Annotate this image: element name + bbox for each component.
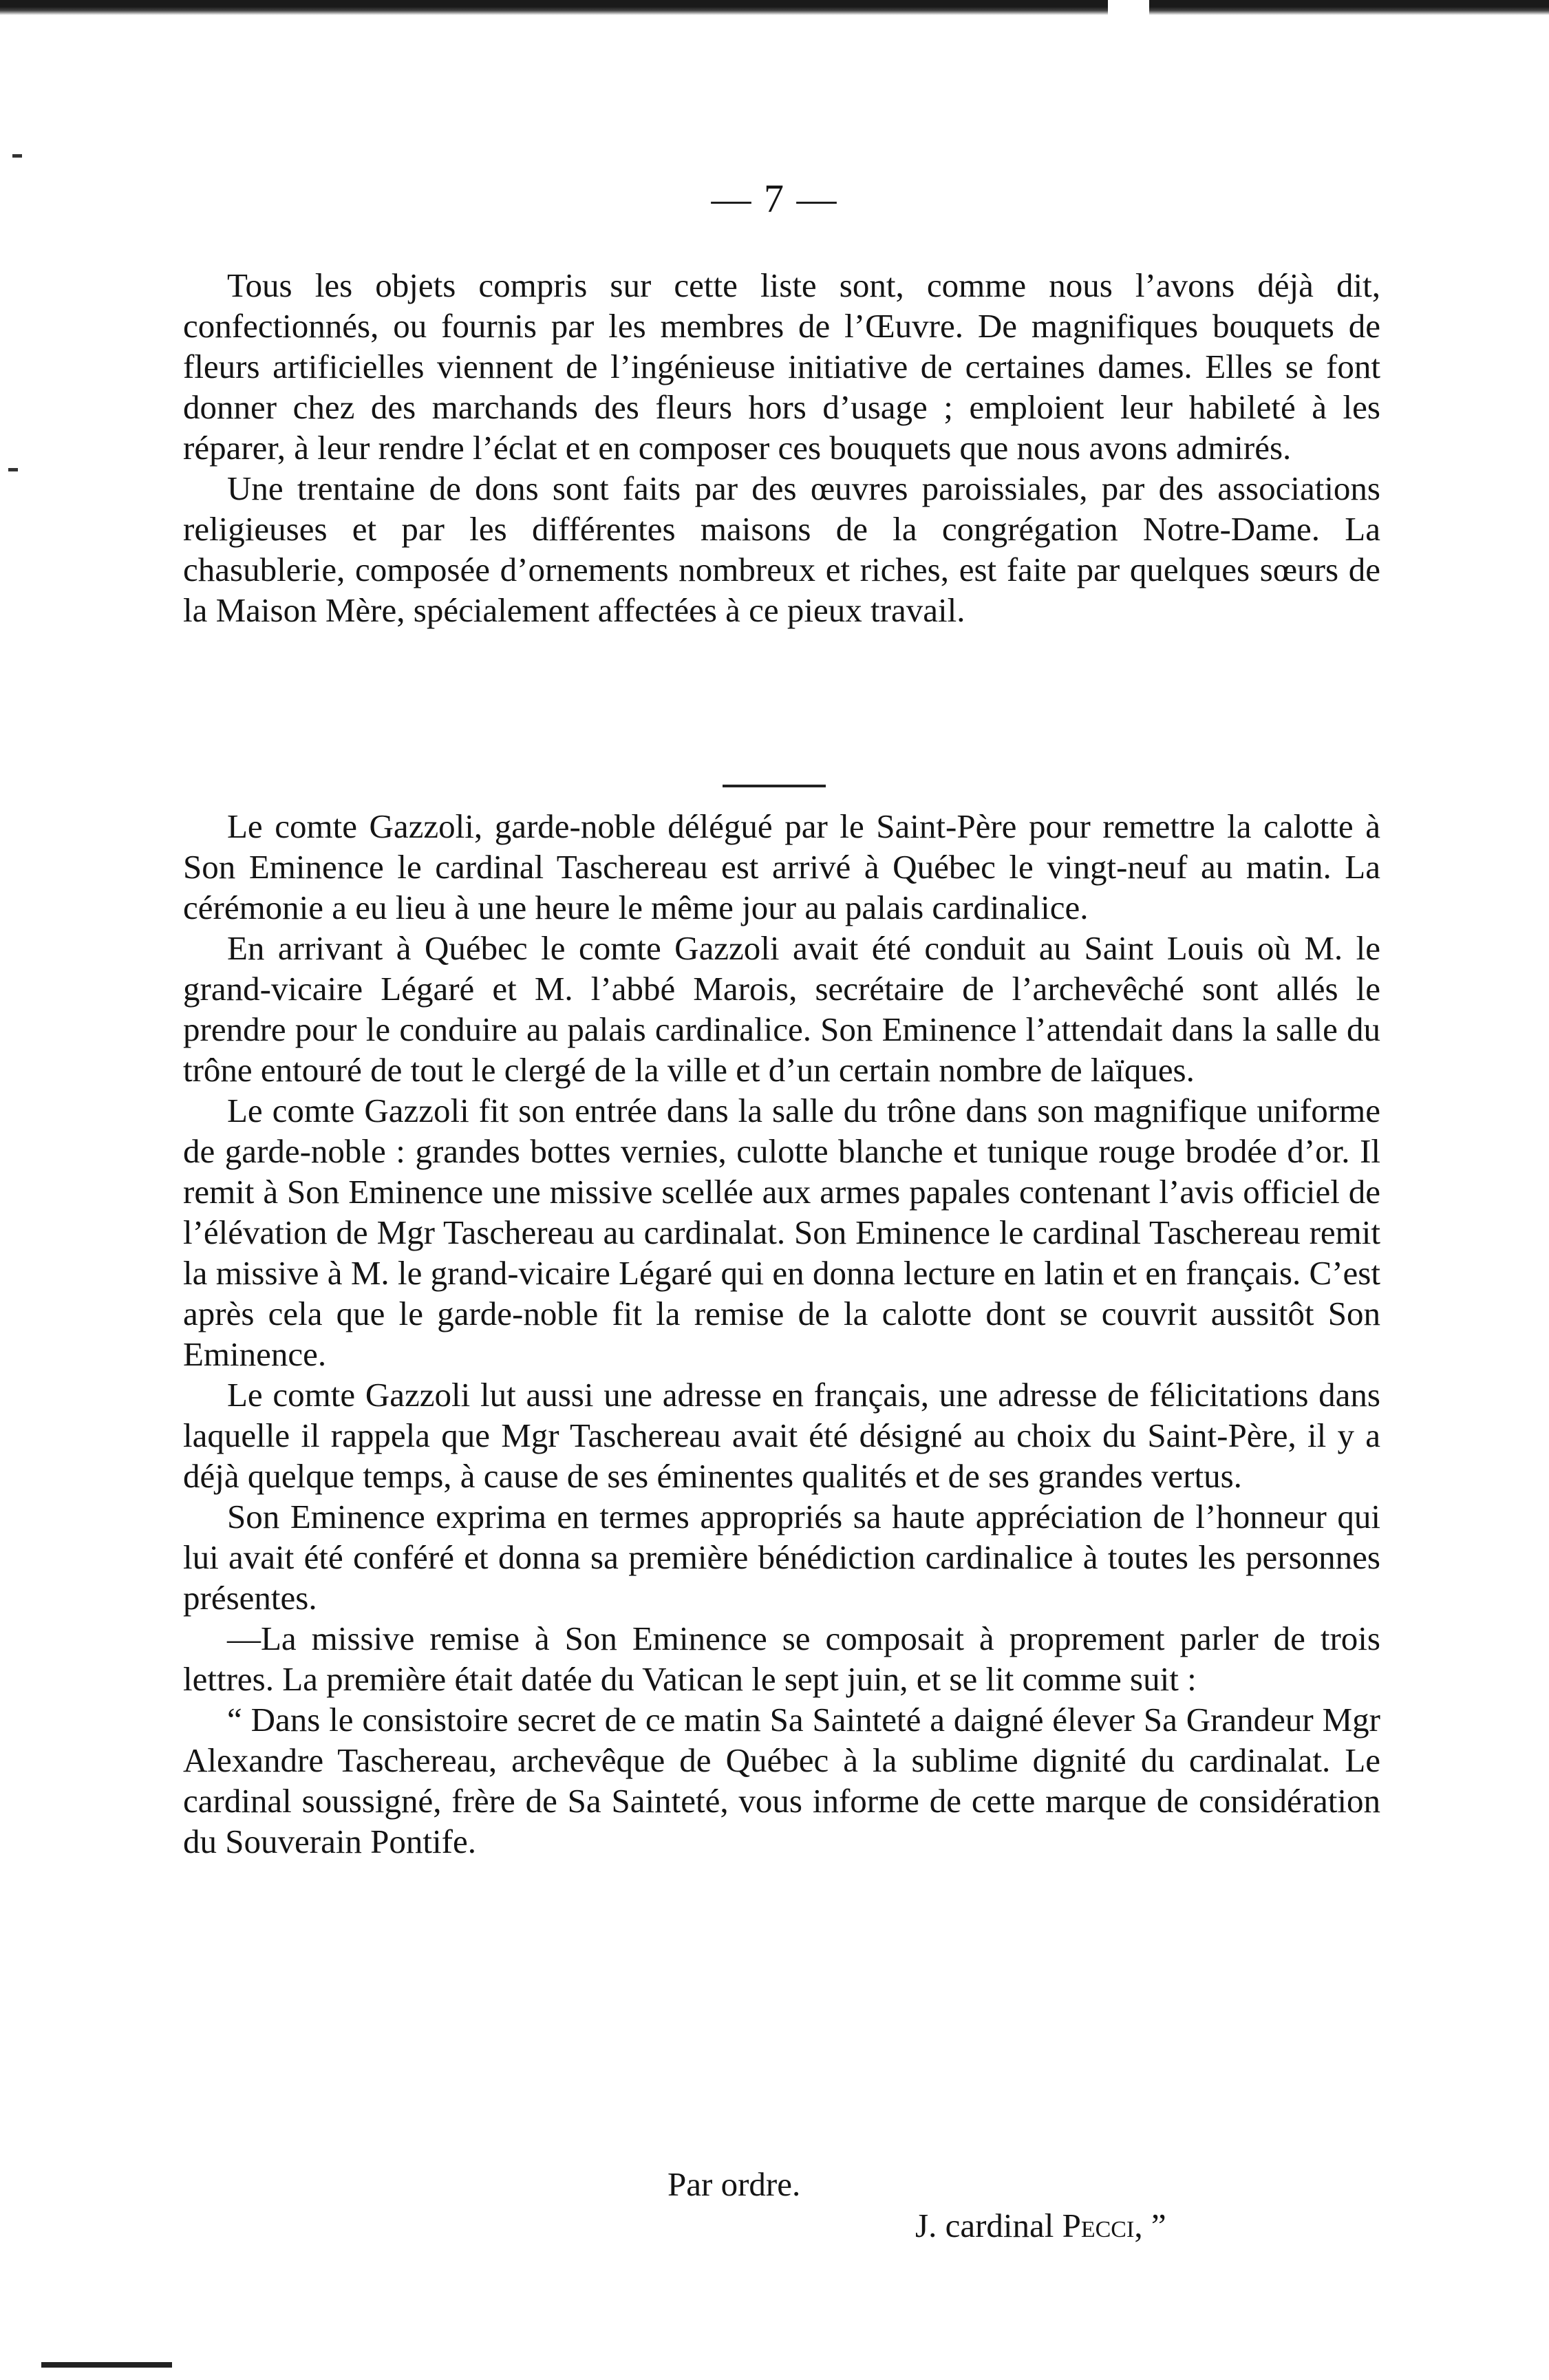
top-edge-gap (1108, 0, 1149, 15)
paragraph: Une trentaine de dons sont faits par des œuvres paroissiales, par des associations religieuses et par les différentes maisons de la congrégation Notre-Dame. La chasublerie, composée d’ornements nombreux et riches, est faite par quelques sœurs de la Maison Mère, spécialement affectées à ce pieux travail. (183, 469, 1380, 629)
paragraph: En arrivant à Québec le comte Gazzoli avait été conduit au Saint Louis où M. le grand-vicaire Légaré et M. l’abbé Marois, secrétaire de l’archevêché sont allés le prendre pour le conduire au palais cardinalice. Son Eminence l’attendait dans la salle du trône entouré de tout le clergé de la ville et d’un certain nombre de laïques. (183, 929, 1380, 1089)
top-edge-rule (0, 0, 1549, 15)
signature-surname: Pecci (1062, 2207, 1135, 2244)
page-number: — 7 — (711, 176, 838, 221)
paragraph: —La missive remise à Son Eminence se composait à proprement parler de trois lettres. La première était datée du Vatican le sept juin, et se lit comme suit : (183, 1619, 1380, 1698)
text-block-lower (183, 806, 1380, 1862)
signature-name (915, 2205, 1166, 2246)
paragraph: Le comte Gazzoli lut aussi une adresse en français, une adresse de félicitations dans laquelle il rappela que Mgr Taschereau avait été désigné au choix du Saint-Père, il y a déjà quelque temps, à cause de ses éminentes qualités et de ses grandes vertus. (183, 1376, 1380, 1495)
margin-mark (12, 154, 22, 158)
signature-order-line: Par ordre. (667, 2165, 801, 2203)
paragraph: Tous les objets compris sur cette liste sont, comme nous l’avons déjà dit, confectionnés, ou fournis par les membres de l’Œuvre. De magnifiques bouquets de fleurs artificielles viennent de l’ingénieuse initiative de certaines dames. Elles se font donner chez des marchands des fleurs hors d’usage ; emploient leur habileté à les réparer, à leur rendre l’éclat et en composer ces bouquets que nous avons admirés. (183, 266, 1380, 467)
section-divider (723, 785, 826, 787)
bottom-edge-mark (41, 2362, 172, 2368)
signature-name-prefix: J. cardinal (915, 2207, 1062, 2244)
quoted-letter: “ Dans le consistoire secret de ce matin Sa Sainteté a daigné élever Sa Grandeur Mgr Alexandre Taschereau, archevêque de Québec à la sublime dignité du cardinalat. Le cardinal soussigné, frère de Sa Sainteté, vous informe de cette marque de considération du Souverain Pontife. (183, 1701, 1380, 1860)
signature-name-suffix: , ” (1134, 2207, 1166, 2244)
paragraph: Le comte Gazzoli, garde-noble délégué par le Saint-Père pour remettre la calotte à Son Eminence le cardinal Taschereau est arrivé à Québec le vingt-neuf au matin. La cérémonie a eu lieu à une heure le même jour au palais cardinalice. (183, 807, 1380, 926)
margin-mark (8, 468, 18, 471)
paragraph: Le comte Gazzoli fit son entrée dans la salle du trône dans son magnifique uniforme de garde-noble : grandes bottes vernies, culotte blanche et tunique rouge brodée d’or. Il remit à Son Eminence une missive scellée aux armes papales contenant l’avis officiel de l’élévation de Mgr Taschereau au cardinalat. Son Eminence le cardinal Taschereau remit la missive à M. le grand-vicaire Légaré qui en donna lecture en latin et en français. C’est après cela que le garde-noble fit la remise de la calotte dont se couvrit aussitôt Son Eminence. (183, 1092, 1380, 1373)
text-block-upper (183, 265, 1380, 630)
paragraph: Son Eminence exprima en termes appropriés sa haute appréciation de l’honneur qui lui avait été conféré et donna sa première bénédiction cardinalice à toutes les personnes présentes. (183, 1498, 1380, 1617)
